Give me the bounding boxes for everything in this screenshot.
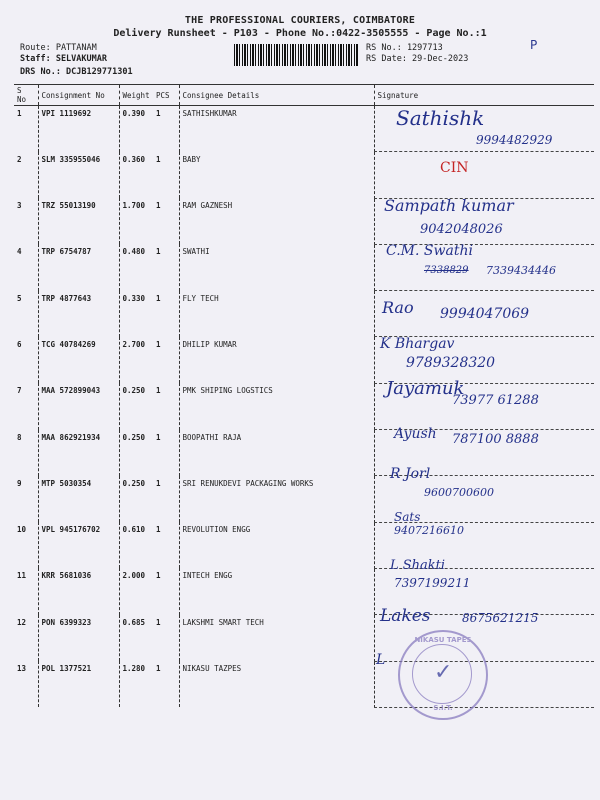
row-consignee: BABY [179, 152, 374, 198]
row-consignment: MTP 5030354 [38, 476, 119, 522]
row-sno: 5 [17, 293, 22, 303]
row-weight: 0.250 [119, 476, 153, 522]
handwritten-signature: C.M. Swathi [386, 243, 473, 259]
barcode-icon [234, 44, 358, 66]
handwritten-signature: Ayush [394, 426, 437, 442]
row-consignee: REVOLUTION ENGG [179, 522, 374, 568]
handwritten-phone: 9789328320 [406, 355, 496, 371]
row-weight: 0.360 [119, 152, 153, 198]
handwritten-phone: 73977 61288 [452, 393, 539, 408]
handwritten-signature: L Shakti [390, 558, 446, 573]
row-weight: 2.700 [119, 337, 153, 383]
handwritten-signature: Sats [394, 510, 421, 524]
row-consignment: PON 6399323 [38, 615, 119, 661]
handwritten-signature: Lakes [380, 606, 431, 626]
row-consignee: SATHISHKUMAR [179, 106, 374, 152]
row-pcs: 1 [156, 339, 161, 349]
row-sno: 3 [17, 201, 22, 211]
row-consignee: BOOPATHI RAJA [179, 430, 374, 476]
row-consignment: KRR 5681036 [38, 568, 119, 614]
row-consignee: PMK SHIPING LOGSTICS [179, 383, 374, 429]
handwritten-signature: L [376, 652, 386, 668]
row-consignee: RAM GAZNESH [179, 198, 374, 244]
table-row [14, 522, 594, 568]
handwritten-signature: Sampath kumar [384, 196, 514, 215]
handwritten-phone: 8675621215 [462, 611, 539, 625]
row-consignment: POL 1377521 [38, 661, 119, 707]
col-sno: S No [14, 85, 38, 106]
row-sno: 7 [17, 386, 22, 396]
row-consignment: TCG 40784269 [38, 337, 119, 383]
handwritten-signature: Sathishk [396, 106, 485, 130]
row-pcs: 1 [156, 201, 161, 211]
handwritten-signature: Rao [382, 298, 414, 317]
drs-number: DRS No.: DCJB129771301 [20, 67, 133, 77]
row-consignee: NIKASU TAZPES [179, 661, 374, 707]
row-sno: 9 [17, 478, 22, 488]
row-weight: 1.700 [119, 198, 153, 244]
handwritten-signature: K Bhargav [380, 336, 455, 352]
row-weight: 2.000 [119, 568, 153, 614]
handwritten-phone: 9407216610 [394, 524, 464, 537]
route-label: Route: PATTANAM [20, 43, 97, 53]
row-consignment: VPI 1119692 [38, 106, 119, 152]
stamp-top-text: NIKASU TAPES [414, 636, 472, 644]
row-consignment: TRP 4877643 [38, 291, 119, 337]
row-sno: 1 [17, 109, 22, 118]
row-signature [374, 152, 594, 198]
row-pcs: 1 [156, 293, 161, 303]
handwritten-phone-struck: 7338829 [424, 265, 469, 276]
col-consignee: Consignee Details [179, 85, 374, 106]
row-consignment: MAA 572899043 [38, 383, 119, 429]
table-row [14, 661, 594, 707]
row-consignee: SRI RENUKDEVI PACKAGING WORKS [179, 476, 374, 522]
row-pcs: 1 [156, 664, 161, 674]
rs-date: RS Date: 29-Dec-2023 [366, 54, 469, 64]
row-weight: 0.480 [119, 244, 153, 290]
row-weight: 0.610 [119, 522, 153, 568]
handwritten-phone: 9042048026 [420, 222, 503, 237]
table-header-row [14, 85, 594, 106]
col-weight: Weight [119, 85, 153, 106]
row-weight: 0.250 [119, 430, 153, 476]
row-consignee: FLY TECH [179, 291, 374, 337]
row-consignment: VPL 945176702 [38, 522, 119, 568]
row-weight: 0.250 [119, 383, 153, 429]
row-pcs: 1 [156, 386, 161, 396]
row-pcs: 1 [156, 478, 161, 488]
col-consignment: Consignment No [38, 85, 119, 106]
row-sno: 4 [17, 247, 22, 257]
handwritten-phone: 9994047069 [440, 306, 530, 322]
row-sno: 11 [17, 571, 27, 581]
table-row [14, 476, 594, 522]
stamp-bottom-text: S.I.T. [433, 704, 453, 712]
table-row [14, 337, 594, 383]
row-consignment: MAA 862921934 [38, 430, 119, 476]
row-consignment: TRZ 55013190 [38, 198, 119, 244]
col-pcs: PCS [153, 85, 179, 106]
handwritten-phone: 7397199211 [394, 576, 471, 590]
stamp-signature-icon: ✓ [434, 660, 453, 685]
row-consignee: LAKSHMI SMART TECH [179, 615, 374, 661]
row-pcs: 1 [156, 525, 161, 535]
table-row [14, 568, 594, 614]
row-pcs: 1 [156, 571, 161, 581]
table-row [14, 152, 594, 198]
handwritten-phone: 787100 8888 [452, 432, 539, 447]
row-sno: 8 [17, 432, 22, 442]
row-consignee: DHILIP KUMAR [179, 337, 374, 383]
runsheet-subtitle: Delivery Runsheet - P103 - Phone No.:0422-3505555 - Page No.:1 [113, 28, 487, 39]
row-pcs: 1 [156, 432, 161, 442]
row-weight: 0.390 [119, 106, 153, 152]
handwritten-phone: 7339434446 [486, 264, 556, 277]
row-sno: 13 [17, 664, 27, 674]
row-pcs: 1 [156, 617, 161, 627]
handwritten-signature: R Jorl [390, 466, 431, 482]
handwritten-phone: 9994482929 [476, 133, 553, 147]
handwritten-mark: CIN [440, 160, 469, 176]
row-consignee: INTECH ENGG [179, 568, 374, 614]
row-weight: 0.330 [119, 291, 153, 337]
rs-number: RS No.: 1297713 [366, 43, 443, 53]
row-weight: 0.685 [119, 615, 153, 661]
row-pcs: 1 [156, 109, 161, 118]
row-pcs: 1 [156, 154, 161, 164]
row-consignment: TRP 6754787 [38, 244, 119, 290]
company-stamp [398, 630, 488, 720]
row-sno: 2 [17, 154, 22, 164]
staff-label: Staff: SELVAKUMAR [20, 54, 107, 64]
corner-mark: P [530, 38, 538, 52]
handwritten-phone: 9600700600 [424, 486, 494, 499]
row-consignment: SLM 335955046 [38, 152, 119, 198]
row-pcs: 1 [156, 247, 161, 257]
row-sno: 6 [17, 339, 22, 349]
row-sno: 10 [17, 525, 27, 535]
row-weight: 1.280 [119, 661, 153, 707]
col-signature: Signature [374, 85, 594, 106]
company-title: THE PROFESSIONAL COURIERS, COIMBATORE [184, 15, 416, 26]
row-sno: 12 [17, 617, 27, 627]
handwritten-signature: Jayamuk [386, 378, 465, 399]
row-consignee: SWATHI [179, 244, 374, 290]
